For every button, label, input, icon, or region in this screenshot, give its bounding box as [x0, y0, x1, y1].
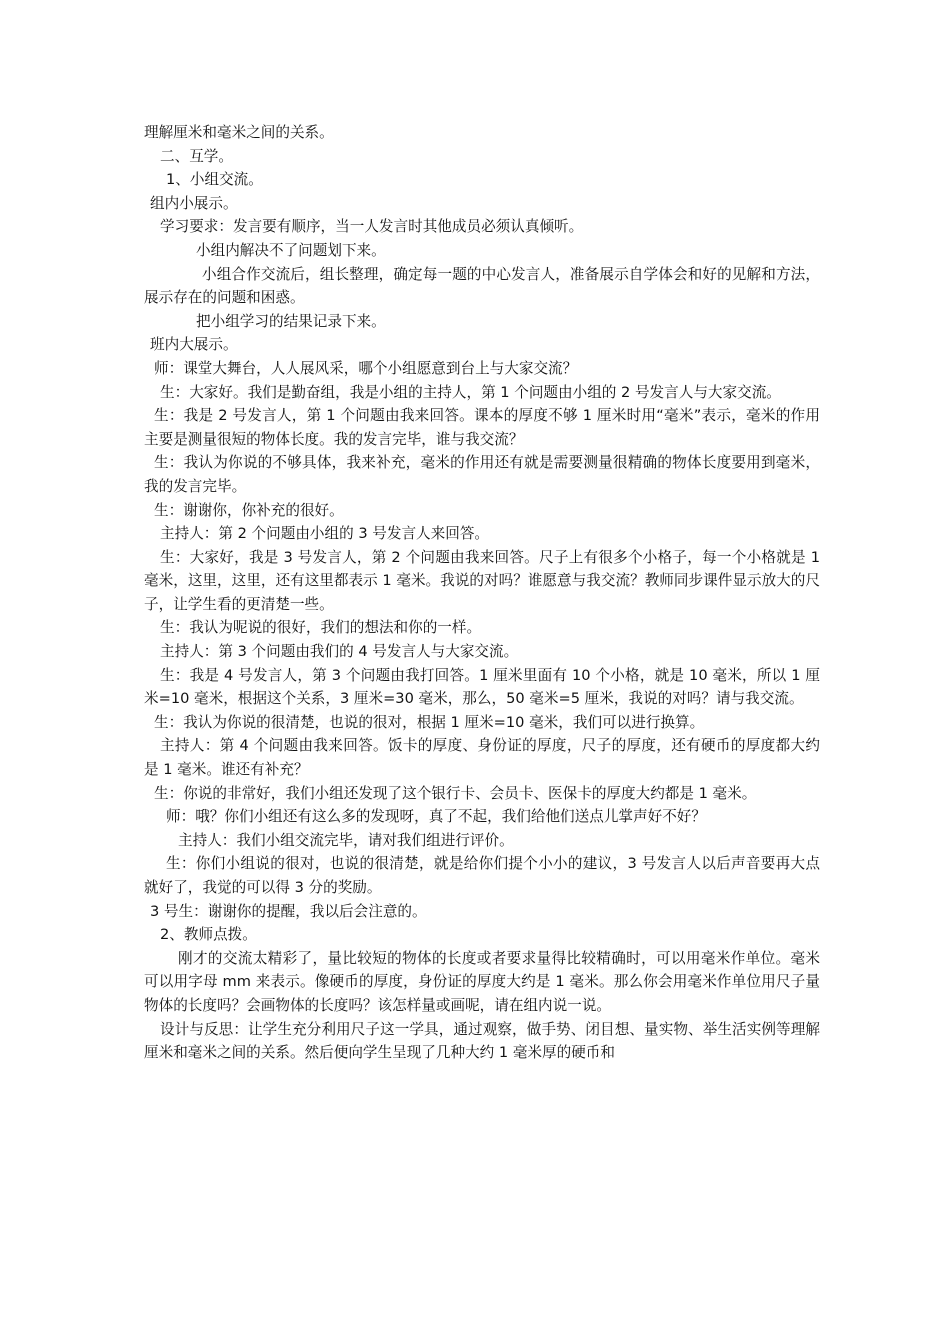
- dialogue-line: 3 号生：谢谢你的提醒，我以后会注意的。: [150, 902, 427, 920]
- dialogue-line: 主持人：第 2 个问题由小组的 3 号发言人来回答。: [160, 525, 490, 543]
- dialogue-line: 主持人：第 4 个问题由我来回答。饭卡的厚度、身份证的厚度，尺子的厚度，还有硬币的厚度都大约是 1 毫米。谁还有补充？: [144, 737, 820, 779]
- paragraph: 班内大展示。: [150, 336, 238, 354]
- paragraph: 学习要求：发言要有顺序，当一人发言时其他成员必须认真倾听。: [160, 218, 584, 236]
- paragraph: 刚才的交流太精彩了，量比较短的物体的长度或者要求量得比较精确时，可以用毫米作单位。毫米可以用字母 mm 来表示。像硬币的厚度，身份证的厚度大约是 1 毫米。那么你会用毫米作单位用尺子量物体的长度吗？会画物体的长度吗？该怎样量或画呢，请在组内说一说。: [144, 949, 820, 1014]
- dialogue-line: 生：我认为你说的不够具体，我来补充，毫米的作用还有就是需要测量很精确的物体长度要用到毫米，我的发言完毕。: [144, 454, 820, 495]
- paragraph: 设计与反思：让学生充分利用尺子这一学具，通过观察，做手势、闭目想、量实物、举生活实例等理解厘米和毫米之间的关系。然后便向学生呈现了几种大约 1 毫米厚的硬币和: [144, 1020, 820, 1062]
- paragraph: 组内小展示。: [150, 194, 238, 212]
- paragraph: 小组合作交流后，组长整理，确定每一题的中心发言人，准备展示自学体会和好的见解和方法，展示存在的问题和困惑。: [144, 265, 820, 307]
- dialogue-line: 生：我是 2 号发言人，第 1 个问题由我来回答。课本的厚度不够 1 厘米时用“毫米”表示，毫米的作用主要是测量很短的物体长度。我的发言完毕，谁与我交流？: [144, 407, 820, 448]
- dialogue-line: 生：大家好，我是 3 号发言人，第 2 个问题由我来回答。尺子上有很多个小格子，每一个小格就是 1 毫米，这里，这里，还有这里都表示 1 毫米。我说的对吗？谁愿意与我交流？教师同步课件显示放大的尺子，让学生看的更清楚一些。: [144, 548, 820, 613]
- dialogue-line: 主持人：我们小组交流完毕，请对我们组进行评价。: [178, 831, 514, 849]
- dialogue-line: 师：哦？你们小组还有这么多的发现呀，真了不起，我们给他们送点儿掌声好不好？: [166, 808, 706, 826]
- dialogue-line: 生：大家好。我们是勤奋组，我是小组的主持人，第 1 个问题由小组的 2 号发言人与大家交流。: [160, 383, 781, 401]
- dialogue-line: 主持人：第 3 个问题由我们的 4 号发言人与大家交流。: [160, 643, 519, 661]
- subsection-heading: 1、小组交流。: [166, 171, 263, 189]
- section-heading: 二、互学。: [160, 147, 233, 165]
- document-body: [144, 121, 820, 1065]
- dialogue-line: 生：我是 4 号发言人，第 3 个问题由我打回答。1 厘米里面有 10 个小格，就是 10 毫米，所以 1 厘米=10 毫米，根据这个关系，3 厘米=30 毫米，那么，50 毫米=5 厘米，我说的对吗？请与我交流。: [144, 666, 820, 708]
- paragraph: 把小组学习的结果记录下来。: [196, 312, 386, 330]
- dialogue-line: 生：我认为呢说的很好，我们的想法和你的一样。: [160, 619, 482, 637]
- dialogue-line: 生：你们小组说的很对，也说的很清楚，就是给你们提个小小的建议，3 号发言人以后声音要再大点就好了，我觉的可以得 3 分的奖励。: [144, 855, 820, 896]
- dialogue-line: 师：课堂大舞台，人人展风采，哪个小组愿意到台上与大家交流？: [154, 359, 578, 377]
- dialogue-line: 生：你说的非常好，我们小组还发现了这个银行卡、会员卡、医保卡的厚度大约都是 1 毫米。: [154, 784, 757, 802]
- dialogue-line: 生：谢谢你，你补充的很好。: [154, 501, 344, 519]
- dialogue-line: 生：我认为你说的很清楚，也说的很对，根据 1 厘米=10 毫米，我们可以进行换算。: [154, 713, 705, 731]
- paragraph: 小组内解决不了问题划下来。: [196, 241, 386, 259]
- paragraph: 理解厘米和毫米之间的关系。: [144, 124, 334, 141]
- subsection-heading: 2、教师点拨。: [160, 926, 257, 944]
